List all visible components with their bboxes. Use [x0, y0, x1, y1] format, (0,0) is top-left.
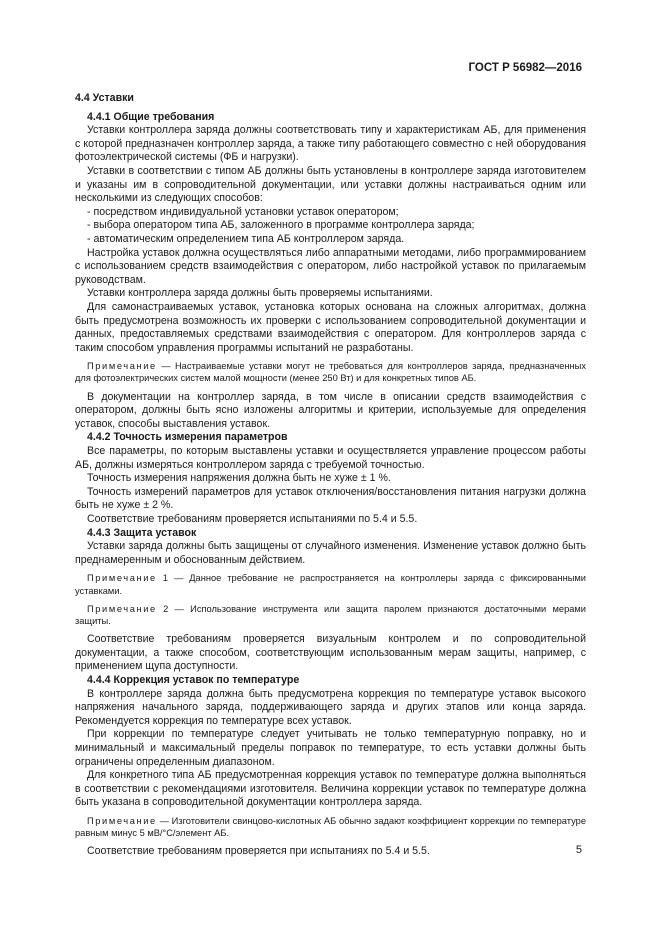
note	[75, 815, 586, 839]
paragraph: Все параметры, по которым выставлены уставки и осуществляется управление процессом работы АБ, должны измеряться контроллером заряда с требуемой точностью.	[75, 445, 586, 471]
note-label: Примечание	[87, 815, 157, 826]
note	[75, 603, 586, 627]
paragraph: Для конкретного типа АБ предусмотренная коррекция уставок по температуре должна выполняться в соответствии с рекомендациями изготовителя. Величина коррекции уставок по температуре должна быть указана в сопроводительной документации контроллера заряда.	[75, 769, 586, 809]
list-item: - автоматическим определением типа АБ контроллером заряда.	[87, 232, 405, 245]
note-text: 2 — Использование инструмента или защита паролем признаются достаточными мерами защиты.	[75, 603, 586, 627]
section-heading-4-4-3: 4.4.3 Защита уставок	[87, 526, 197, 539]
paragraph: Точность измерений параметров для уставок отключения/восстановления питания нагрузки должна быть не хуже ± 2 %.	[75, 485, 586, 512]
paragraph: Уставки заряда должны быть защищены от случайного изменения. Изменение уставок должно быть преднамеренным и обоснованным действием.	[75, 540, 586, 566]
paragraph: Уставки контроллера заряда должны соответствовать типу и характеристикам АБ, для применения с которой предназначен контроллер заряда, а также типу работающего совместно с ней оборудования фотоэлектрической системы (ФБ и нагрузки).	[75, 124, 586, 164]
paragraph: Соответствие требованиям проверяется испытаниями по 5.4 и 5.5.	[87, 513, 418, 526]
paragraph: Настройка уставок должна осуществляться либо аппаратными методами, либо программированием с использованием средств взаимодействия с оператором, либо настройкой уставок по прилагаемым руководствам.	[75, 246, 586, 286]
note-text: — Изготовители свинцово-кислотных АБ обычно задают коэффициент коррекции по температуре равным минус 5 мВ/°С/элемент АБ.	[75, 815, 586, 839]
paragraph: При коррекции по температуре следует учитывать не только температурную поправку, но и минимальный и максимальный пределы поправок по температуре, то есть уставки должны быть ограничены определенным диапазоном.	[75, 728, 586, 768]
note	[75, 572, 586, 596]
page-number: 5	[575, 844, 582, 856]
paragraph: В документации на контроллер заряда, в том числе в описании средств взаимодействия с оператором, должны быть ясно изложены алгоритмы и критерии, используемые для определения уставок, способы выставления уставок.	[75, 390, 586, 430]
note-text: 1 — Данное требование не распространяется на контроллеры заряда с фиксированными уставками.	[75, 573, 586, 596]
list-item: - посредством индивидуальной установки уставок оператором;	[87, 205, 399, 218]
paragraph: Для самонастраиваемых уставок, установка которых основана на сложных алгоритмах, должна быть предусмотрена возможность их проверки с использованием сопроводительной документации и данных, предоставляемых средствами взаимодействия с оператором. Для контроллеров заряда с таким способом управления программы испытаний не разработаны.	[75, 300, 586, 354]
document-body	[75, 92, 586, 859]
paragraph: Уставки контроллера заряда должны быть проверяемы испытаниями.	[87, 287, 433, 300]
paragraph: Уставки в соответствии с типом АБ должны быть установлены в контроллере заряда изготовителем и указаны им в сопроводительной документации, или уставки должны настраиваться одним или несколькими из следующих способов:	[75, 164, 586, 205]
note-label: Примечание	[87, 573, 157, 584]
paragraph: В контроллере заряда должна быть предусмотрена коррекция по температуре уставок высокого напряжения начального заряда, поддерживающего заряда и других этапов или конца заряда. Рекомендуется коррекция по температуре всех уставок.	[75, 687, 586, 727]
note-label: Примечание	[87, 361, 157, 372]
paragraph: Соответствие требованиям проверяется визуальным контролем и по сопроводительной документации, а также способом, соответствующим использованным мерам защиты, например, с применением щупа доступности.	[75, 633, 586, 673]
section-heading-4-4-4: 4.4.4 Коррекция уставок по температуре	[87, 674, 300, 686]
section-heading-4-4-2: 4.4.2 Точность измерения параметров	[87, 431, 288, 444]
list-item: - выбора оператором типа АБ, заложенного в программе контроллера заряда;	[87, 219, 475, 232]
paragraph: Точность измерения напряжения должна быть не хуже ± 1 %.	[87, 472, 391, 485]
document-header: ГОСТ Р 56982—2016	[468, 62, 582, 74]
note-label: Примечание	[87, 603, 157, 614]
section-heading-4-4-1: 4.4.1 Общие требования	[87, 110, 215, 123]
note	[75, 360, 586, 384]
section-heading-4-4: 4.4 Уставки	[75, 92, 134, 104]
note-text: — Настраиваемые уставки могут не требоваться для контроллеров заряда, предназначенных для фотоэлектрических систем малой мощности (менее 250 Вт) и для конкретных типов АБ.	[75, 361, 586, 384]
paragraph: Соответствие требованиям проверяется при испытаниях по 5.4 и 5.5.	[87, 845, 430, 858]
